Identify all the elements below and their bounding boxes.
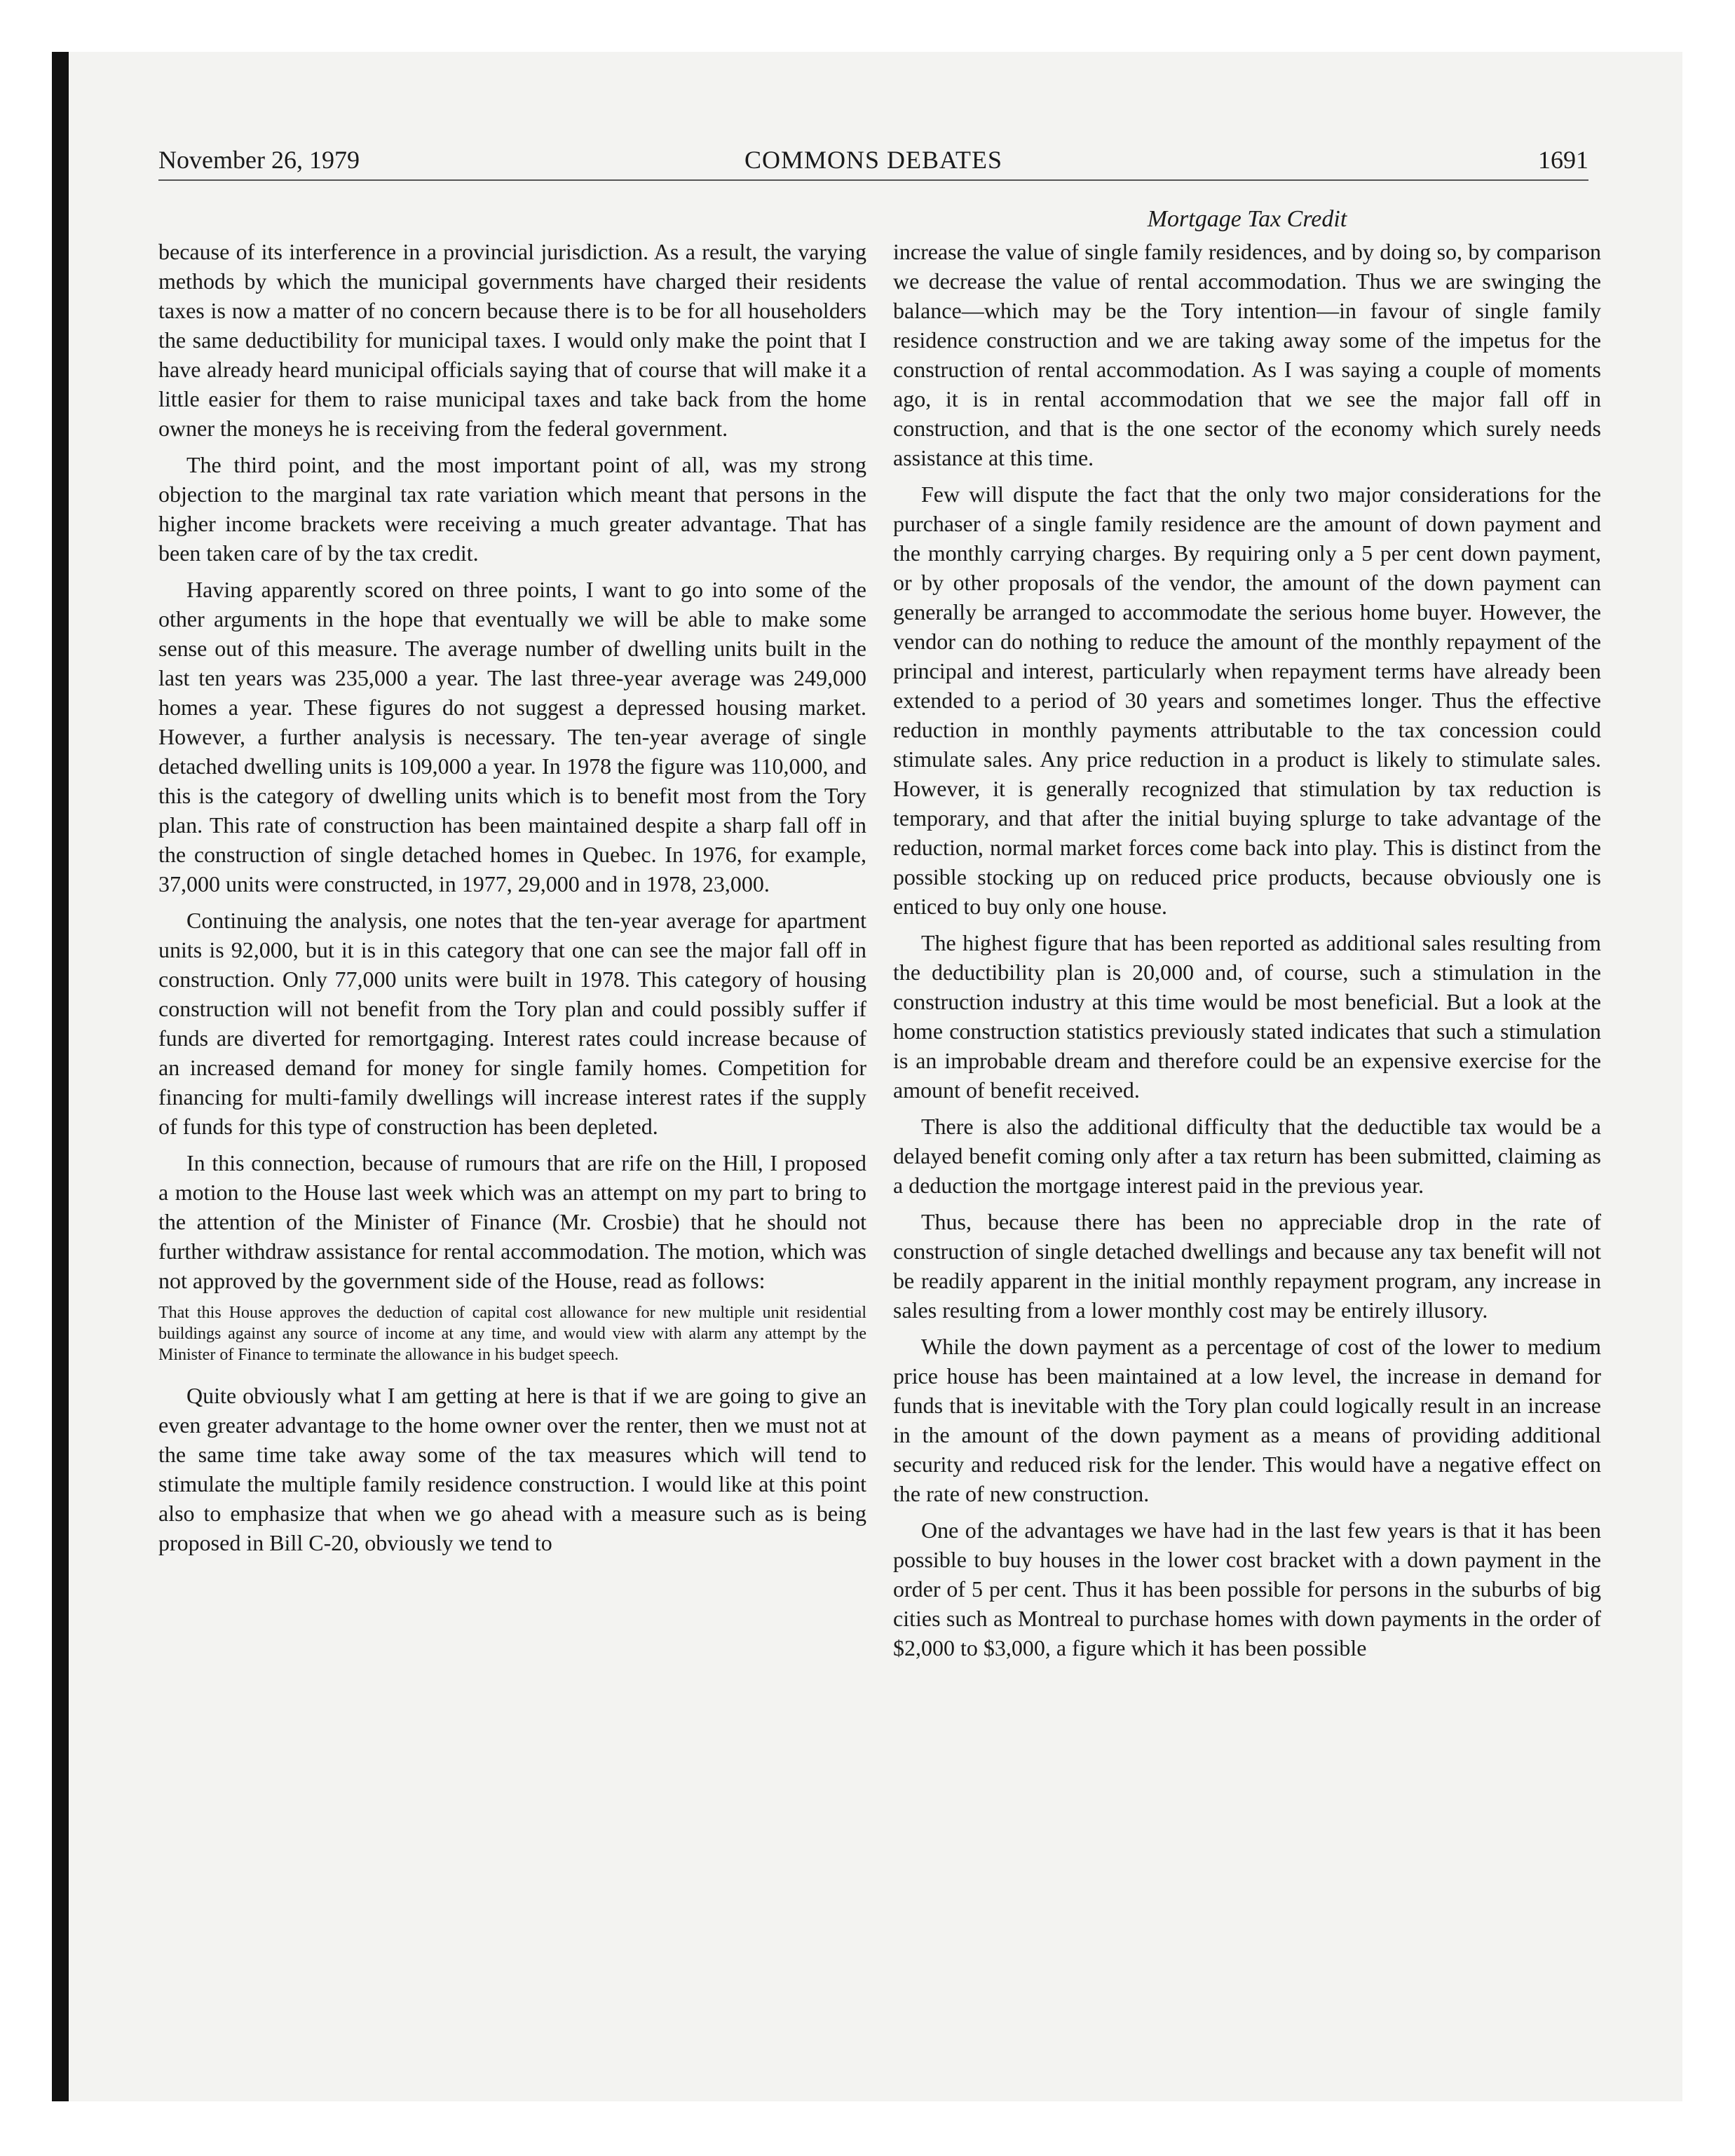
paragraph: increase the value of single family residences, and by doing so, by comparison we decrease the value of rental accommodation. Thus we are swinging the balance—which may be the Tory intention—in favour of single family residence construction and we are taking away some of the impetus for the construction of rental accommodation. As I was saying a couple of moments ago, it is in rental accommodation that we see the major fall off in construction, and that is the one sector of the economy which surely needs assistance at this time. [893,239,1601,470]
header-rule [158,179,1588,181]
paragraph: Having apparently scored on three points, I want to go into some of the other arguments in the hope that eventually we will be able to make some sense out of this measure. The average number of dwelling units built in the last ten years was 235,000 a year. The last three-year average was 249,000 homes a year. These figures do not suggest a depressed housing market. However, a further analysis is necessary. The ten-year average of single detached dwelling units is 109,000 a year. In 1978 the figure was 110,000, and this is the category of dwelling units which is to benefit most from the Tory plan. This rate of construction has been maintained despite a sharp fall off in the construction of single detached homes in Quebec. In 1976, for example, 37,000 units were constructed, in 1977, 29,000 and in 1978, 23,000. [158,577,866,896]
paragraph: The third point, and the most important point of all, was my strong objection to the marginal tax rate variation which meant that persons in the higher income brackets were receiving a much greater advantage. That has been taken care of by the tax credit. [158,452,866,566]
paragraph: While the down payment as a percentage of cost of the lower to medium price house has been maintained at a low level, the increase in demand for funds that is inevitable with the Tory plan could logically result in an increase in the amount of the down payment as a means of providing additional security and reduced risk for the lender. This would have a negative effect on the rate of new construction. [893,1334,1601,1506]
scan-edge-bar [52,52,69,2101]
header-date: November 26, 1979 [158,146,360,174]
paragraph: Continuing the analysis, one notes that the ten-year average for apartment units is 92,000, but it is in this category that one can see the major fall off in construction. Only 77,000 units were built in 1978. This category of housing construction will not benefit from the Tory plan and could possibly suffer if funds are diverted for remortgaging. Interest rates could increase because of an increased demand for money for single family homes. Competition for financing for multi-family dwellings will increase interest rates if the supply of funds for this type of construction has been depleted. [158,908,866,1139]
publication-title: COMMONS DEBATES [744,146,1003,174]
right-column [893,203,1601,1670]
paragraph: The highest figure that has been reported as additional sales resulting from the deductibility plan is 20,000 and, of course, such a stimulation in the construction industry at this time would be most beneficial. But a look at the home construction statistics previously stated indicates that such a stimulation is an improbable dream and therefore could be an expensive exercise for the amount of benefit received. [893,930,1601,1103]
left-column [158,237,866,1564]
paragraph: There is also the additional difficulty that the deductible tax would be a delayed benefit coming only after a tax return has been submitted, claiming as a deduction the mortgage interest paid in the previous year. [893,1114,1601,1198]
paragraph: Quite obviously what I am getting at here is that if we are going to give an even greater advantage to the home owner over the renter, then we must not at the same time take away some of the tax measures which will tend to stimulate the multiple family residence construction. I would like at this point also to emphasize that when we go ahead with a measure such as is being proposed in Bill C-20, obviously we tend to [158,1383,866,1555]
page-header [158,142,1588,178]
paragraph: Thus, because there has been no appreciable drop in the rate of construction of single detached dwellings and because any tax benefit will not be readily apparent in the initial monthly repayment program, any increase in sales resulting from a lower monthly cost may be entirely illusory. [893,1209,1601,1323]
motion-quote: That this House approves the deduction of capital cost allowance for new multiple unit residential buildings against any source of income at any time, and would view with alarm any attempt by the Minister of Finance to terminate the allowance in his budget speech. [158,1304,866,1364]
page-number: 1691 [1538,146,1588,174]
paragraph: In this connection, because of rumours that are rife on the Hill, I proposed a motion to the House last week which was an attempt on my part to bring to the attention of the Minister of Finance (Mr. Crosbie) that he should not further withdraw assistance for rental accommodation. The motion, which was not approved by the government side of the House, read as follows: [158,1150,866,1293]
paragraph: One of the advantages we have had in the last few years is that it has been possible to buy houses in the lower cost bracket with a down payment in the order of 5 per cent. Thus it has been possible for persons in the suburbs of big cities such as Montreal to purchase homes with down payments in the order of $2,000 to $3,000, a figure which it has been possible [893,1517,1601,1660]
section-heading: Mortgage Tax Credit [1147,206,1347,232]
paragraph: because of its interference in a provincial jurisdiction. As a result, the varying methods by which the municipal governments have charged their residents taxes is now a matter of no concern because there is to be for all householders the same deductibility for municipal taxes. I would only make the point that I have already heard municipal officials saying that of course that will make it a little easier for them to raise municipal taxes and take back from the home owner the moneys he is receiving from the federal government. [158,239,866,441]
paragraph: Few will dispute the fact that the only two major considerations for the purchaser of a single family residence are the amount of down payment and the monthly carrying charges. By requiring only a 5 per cent down payment, or by other proposals of the vendor, the amount of the down payment can generally be arranged to accommodate the serious home buyer. However, the vendor can do nothing to reduce the amount of the monthly repayment of the principal and interest, particularly when repayment terms have already been extended to a period of 30 years and sometimes longer. Thus the effective reduction in monthly payments attributable to the tax concession could stimulate sales. Any price reduction in a product is likely to stimulate sales. However, it is generally recognized that stimulation by tax reduction is temporary, and that after the initial buying splurge to take advantage of the reduction, normal market forces come back into play. This is distinct from the possible stocking up on reduced price products, because obviously one is enticed to buy only one house. [893,482,1601,919]
